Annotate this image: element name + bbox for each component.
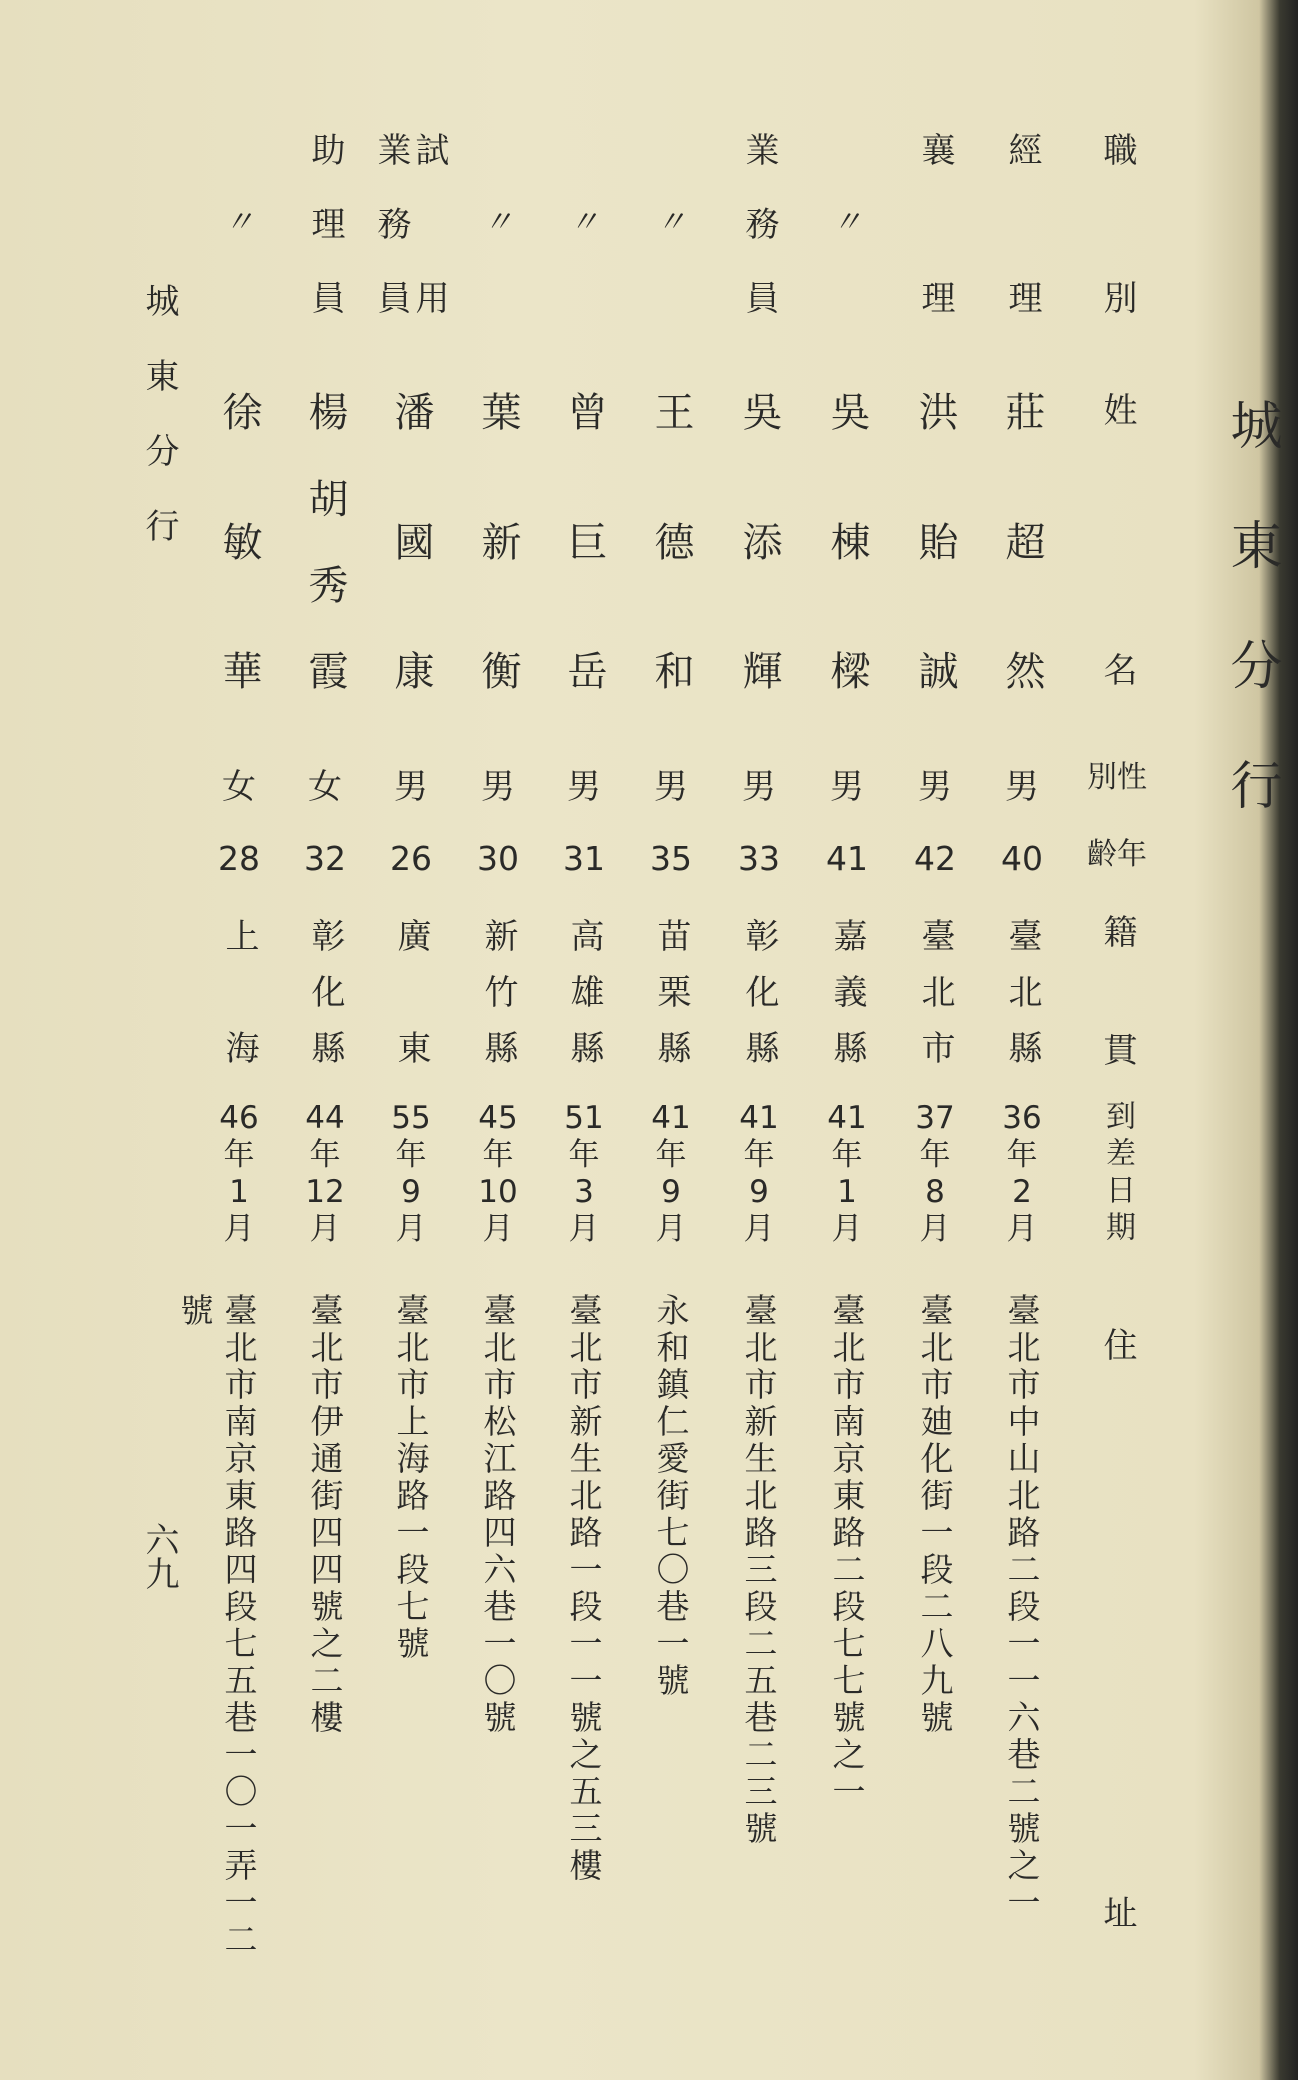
address: 臺北市松江路四六巷一〇號 (478, 1293, 518, 1737)
given-name-1: 貽 (912, 521, 958, 561)
surname: 徐 (216, 391, 262, 431)
sex: 男 (742, 767, 776, 807)
page-title: 城東分行 (1221, 398, 1281, 878)
given-name-2: 輝 (736, 650, 782, 690)
surname: 王 (648, 391, 694, 431)
given-name-2: 誠 (912, 650, 958, 690)
role-label: 業務員 (371, 132, 411, 354)
address: 臺北市新生北路一段一一號之五三樓 (564, 1293, 604, 1885)
address: 臺北市南京東路四段七五巷一〇一弄一二 (219, 1293, 259, 1959)
surname: 吳 (824, 391, 870, 431)
arrival-date: 46年1月 (219, 1100, 259, 1247)
native-place: 上海 (219, 918, 259, 1064)
address: 臺北市廸化街一段二八九號 (915, 1293, 955, 1737)
arrival-date: 41年9月 (739, 1100, 779, 1247)
role-ditto: 〃 (832, 205, 862, 240)
role-ditto: 〃 (224, 205, 254, 240)
arrival-date: 37年8月 (915, 1100, 955, 1247)
surname-second: 胡 (302, 478, 348, 518)
given-name-1: 德 (648, 521, 694, 561)
sex: 男 (918, 767, 952, 807)
age: 40 (1001, 839, 1043, 878)
role-label: 襄理 (915, 132, 955, 314)
given-name-2: 岳 (561, 650, 607, 690)
native-place: 高雄縣 (564, 918, 604, 1086)
given-name-1: 國 (388, 521, 434, 561)
address: 臺北市上海路一段七號 (391, 1293, 431, 1663)
given-name-2: 衡 (475, 650, 521, 690)
arrival-date: 36年2月 (1002, 1100, 1042, 1247)
address: 臺北市伊通街四四號之二樓 (305, 1293, 345, 1737)
surname: 葉 (475, 391, 521, 431)
role-label: 助理員 (305, 132, 345, 354)
age: 30 (477, 839, 519, 878)
given-name-1: 新 (475, 521, 521, 561)
native-place: 彰化縣 (305, 918, 345, 1086)
age: 32 (304, 839, 346, 878)
native-place: 新竹縣 (478, 918, 518, 1086)
native-place: 苗栗縣 (651, 918, 691, 1086)
arrival-date: 55年9月 (391, 1100, 431, 1247)
age: 31 (563, 839, 605, 878)
sex: 男 (1005, 767, 1039, 807)
surname: 楊 (302, 391, 348, 431)
native-place: 嘉義縣 (827, 918, 867, 1086)
given-name-2: 華 (216, 650, 262, 690)
header-addr-a: 住 (1097, 1327, 1137, 1361)
surname: 曾 (561, 391, 607, 431)
arrival-date: 44年12月 (305, 1100, 345, 1247)
age: 28 (218, 839, 260, 878)
header-native-b: 貫 (1097, 1032, 1137, 1066)
age: 42 (914, 839, 956, 878)
arrival-date: 45年10月 (478, 1100, 518, 1247)
given-name-1: 添 (736, 521, 782, 561)
given-name-2: 康 (388, 650, 434, 690)
sex: 男 (830, 767, 864, 807)
age: 35 (650, 839, 692, 878)
age: 33 (738, 839, 780, 878)
role-ditto: 〃 (569, 205, 599, 240)
given-name-1: 棟 (824, 521, 870, 561)
arrival-date: 51年3月 (564, 1100, 604, 1247)
surname: 洪 (912, 391, 958, 431)
role-ditto: 〃 (483, 205, 513, 240)
given-name-2: 霞 (302, 650, 348, 690)
native-place: 彰化縣 (739, 918, 779, 1086)
page-number: 六九 (139, 1522, 179, 1590)
given-name-2: 樑 (824, 650, 870, 690)
header-name-a: 姓 (1097, 392, 1137, 426)
header-native-a: 籍 (1097, 914, 1137, 948)
address: 臺北市南京東路二段七七號之一 (827, 1293, 867, 1811)
given-name-2: 和 (648, 650, 694, 690)
footer-branch: 城東分行 (139, 283, 179, 583)
header-age: 年齡 (1087, 837, 1147, 872)
address: 臺北市新生北路三段二五巷二三號 (739, 1293, 779, 1848)
sex: 女 (308, 767, 342, 807)
address: 永和鎮仁愛街七〇巷一號 (651, 1293, 691, 1700)
header-name-b: 名 (1097, 652, 1137, 686)
age: 41 (826, 839, 868, 878)
role-prefix: 試用 (409, 132, 449, 314)
header-sex: 性別 (1087, 760, 1147, 795)
address: 臺北市中山北路二段一一六巷二號之一 (1002, 1293, 1042, 1922)
sex: 男 (567, 767, 601, 807)
sex: 男 (654, 767, 688, 807)
arrival-date: 41年9月 (651, 1100, 691, 1247)
role-ditto: 〃 (656, 205, 686, 240)
age: 26 (390, 839, 432, 878)
arrival-date: 41年1月 (827, 1100, 867, 1247)
role-label: 經理 (1002, 132, 1042, 314)
header-addr-b: 址 (1097, 1895, 1137, 1929)
given-name-1: 秀 (302, 564, 348, 604)
native-place: 臺北市 (915, 918, 955, 1086)
sex: 女 (222, 767, 256, 807)
given-name-1: 敏 (216, 521, 262, 561)
address-tail: 號 (175, 1293, 215, 1330)
native-place: 臺北縣 (1002, 918, 1042, 1086)
sex: 男 (394, 767, 428, 807)
role-label: 業務員 (739, 132, 779, 354)
header-role: 職別 (1097, 132, 1137, 314)
native-place: 廣東 (391, 918, 431, 1064)
given-name-1: 超 (999, 521, 1045, 561)
given-name-2: 然 (999, 650, 1045, 690)
surname: 吳 (736, 391, 782, 431)
surname: 潘 (388, 391, 434, 431)
header-date: 到差日期 (1100, 1100, 1135, 1248)
sex: 男 (481, 767, 515, 807)
given-name-1: 巨 (561, 521, 607, 561)
surname: 莊 (999, 391, 1045, 431)
